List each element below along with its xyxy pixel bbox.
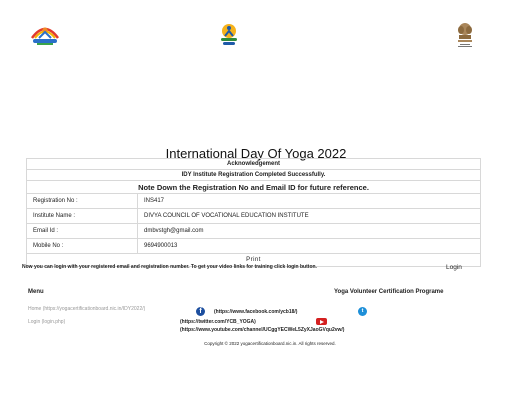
- success-message: IDY Institute Registration Completed Successfully.: [27, 170, 481, 181]
- footer-menu-heading: Menu: [28, 289, 44, 295]
- facebook-icon[interactable]: f: [196, 307, 205, 316]
- copyright-text: Copyright © 2022 yogacertificationboard.nic.in. All rights reserved.: [204, 341, 336, 346]
- acknowledgement-heading: Acknowledgement: [27, 159, 481, 170]
- print-button[interactable]: Print: [27, 254, 481, 267]
- mobile-no-label: Mobile No :: [27, 239, 138, 254]
- table-row: [27, 239, 481, 254]
- email-id-label: Email Id :: [27, 224, 138, 239]
- youtube-icon[interactable]: [316, 318, 327, 325]
- acknowledgement-table: [26, 158, 481, 267]
- login-instruction-text: Now you can login with your registered email and registration number. To get your video links for training click login button.: [22, 264, 317, 270]
- yoga-logo-icon: [216, 22, 242, 48]
- facebook-link[interactable]: (https://www.facebook.com/ycb18/): [214, 309, 298, 315]
- table-row: [27, 194, 481, 209]
- table-row: [27, 209, 481, 224]
- registration-no-label: Registration No :: [27, 194, 138, 209]
- reference-note: Note Down the Registration No and Email ID for future reference.: [27, 181, 481, 194]
- table-row: [27, 224, 481, 239]
- login-button[interactable]: Login: [446, 264, 462, 271]
- page-title: International Day Of Yoga 2022: [165, 146, 347, 161]
- footer-menu-login-link[interactable]: Login (login.php): [28, 319, 66, 325]
- footer-menu-home-link[interactable]: Home (https://yogacertificationboard.nic.in/IDY2022/): [28, 306, 146, 312]
- twitter-link[interactable]: (https://twitter.com/YCB_YOGA): [180, 319, 256, 325]
- footer-program-heading: Yoga Volunteer Certification Programe: [334, 289, 444, 295]
- idy-logo-icon: [28, 22, 62, 48]
- email-id-value: dmbvstgh@gmail.com: [138, 224, 481, 239]
- institute-name-value: DIVYA COUNCIL OF VOCATIONAL EDUCATION INSTITUTE: [138, 209, 481, 224]
- twitter-icon[interactable]: t: [358, 307, 367, 316]
- mobile-no-value: 9694900013: [138, 239, 481, 254]
- national-emblem-icon: [455, 22, 475, 50]
- institute-name-label: Institute Name :: [27, 209, 138, 224]
- registration-no-value: INS417: [138, 194, 481, 209]
- youtube-link[interactable]: (https://www.youtube.com/channel/UCggYECWeL5ZyXJaoGVqu2vw/): [180, 327, 345, 333]
